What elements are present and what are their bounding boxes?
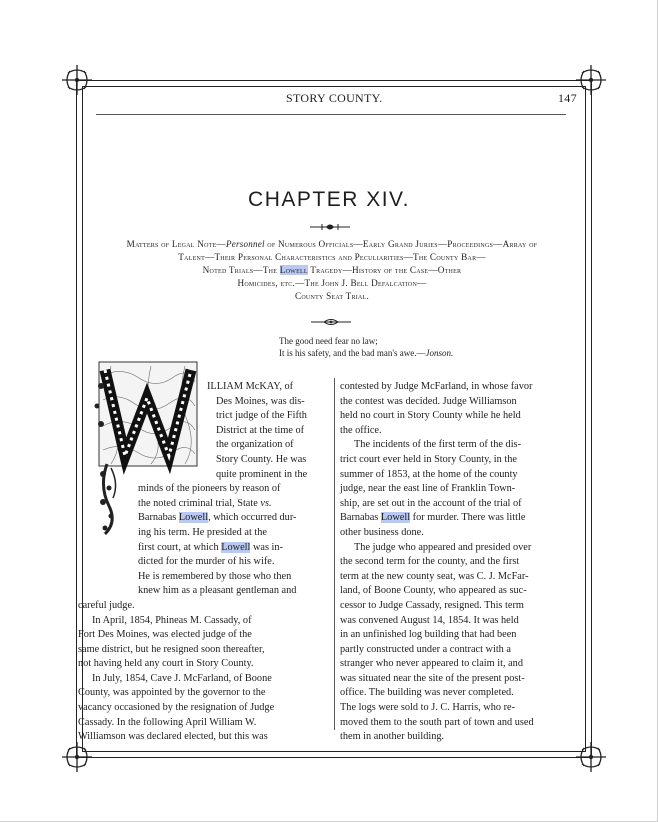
right-column-line: contested by Judge McFarland, in whose favor	[340, 381, 533, 392]
divider-ornament-small-icon	[309, 318, 353, 326]
right-column-line: them in another building.	[340, 731, 445, 743]
right-column-line: the office.	[340, 424, 382, 436]
right-column-line: land, of Boone County, who appeared as suc-	[340, 585, 527, 597]
left-column-line: first court, at which Lowell was in-	[138, 541, 283, 553]
left-column	[78, 380, 329, 745]
left-column-line: vacancy occasioned by the resignation of Judge	[78, 702, 275, 714]
epigraph-line: The good need fear no law;	[279, 336, 378, 346]
left-column-line: the noted criminal trial, State vs.	[138, 497, 272, 509]
synopsis-line: Talent—Their Personal Characteristics and Peculiarities—The County Bar—	[178, 252, 486, 262]
synopsis-line: County Seat Trial.	[294, 291, 370, 301]
right-column-line: other business done.	[340, 526, 424, 538]
right-column-line: term at the new county seat, was C. J. McFar-	[340, 570, 529, 582]
left-column-line: Barnabas Lowell, which occurred dur-	[138, 512, 297, 524]
left-column-line: knew him as a pleasant gentleman and	[138, 585, 297, 597]
synopsis-line: Homicides, etc.—The John J. Bell Defalcation—	[237, 278, 427, 288]
right-column-line: The logs were sold to J. C. Harris, who re-	[340, 702, 516, 714]
search-highlight: Lowell	[178, 512, 209, 524]
chapter-synopsis	[116, 238, 548, 303]
right-column-line: in an unfinished log building that had been	[340, 629, 517, 641]
left-column-line: quite prominent in the	[216, 468, 308, 480]
left-column-line: trict judge of the Fifth	[216, 410, 307, 422]
left-column-line: In July, 1854, Cave J. McFarland, of Boone	[92, 672, 272, 684]
right-column-line: office. The building was never completed.	[340, 687, 514, 699]
left-column-line: minds of the pioneers by reason of	[138, 483, 281, 495]
corner-ornament-bottom-left-icon	[60, 740, 94, 774]
right-column-line: The incidents of the first term of the dis-	[354, 439, 521, 451]
header-rule	[96, 114, 566, 115]
search-highlight: Lowell	[380, 512, 411, 524]
epigraph	[279, 335, 453, 359]
right-column-line: moved them to the south part of town and used	[340, 716, 534, 728]
corner-ornament-top-left-icon	[60, 63, 94, 97]
right-column-line: the contest was decided. Judge Williamson	[340, 395, 517, 407]
left-column-line: Fort Des Moines, was elected judge of the	[78, 629, 252, 641]
right-column-line: Barnabas Lowell for murder. There was little	[340, 512, 526, 524]
left-column-line: County, was appointed by the governor to the	[78, 687, 266, 699]
left-column-line: In April, 1854, Phineas M. Cassady, of	[92, 614, 252, 626]
left-column-line: dicted for the murder of his wife.	[138, 556, 275, 568]
synopsis-line: Matters of Legal Note—Personnel of Numerous Officials—Early Grand Juries—Proceedings—Array of	[126, 239, 538, 249]
corner-ornament-bottom-right-icon	[574, 740, 608, 774]
left-column-line: Cassady. In the following April William W.	[78, 716, 257, 728]
right-column-line: ship, are set out in the account of the trial of	[340, 497, 522, 509]
column-divider	[334, 378, 335, 730]
left-column-line: He is remembered by those who then	[138, 570, 292, 582]
right-column-line: stranger who never appeared to claim it, and	[340, 658, 523, 670]
corner-ornament-top-right-icon	[574, 63, 608, 97]
right-column-line: was situated near the site of the present post-	[340, 672, 525, 684]
right-column-line: cessor to Judge Cassady, resigned. This term	[340, 599, 524, 611]
left-column-line: careful judge.	[78, 599, 135, 611]
chapter-title: CHAPTER XIV.	[248, 188, 410, 211]
right-column-line: the second term for the county, and the first	[340, 556, 520, 568]
left-column-line: the organization of	[216, 439, 294, 451]
page-number: 147	[558, 91, 577, 105]
left-column-line: Story County. He was	[216, 453, 307, 465]
right-column-line: was convened August 14, 1854. It was held	[340, 614, 519, 626]
right-column	[340, 380, 585, 745]
right-column-line: judge, near the east line of Franklin Town-	[340, 483, 516, 495]
left-column-line: District at the time of	[216, 424, 305, 436]
synopsis-line: Noted Trials—The Lowell Tragedy—History of the Case—Other	[202, 265, 462, 275]
right-column-line: partly constructed under a contract with a	[340, 643, 511, 655]
epigraph-line: It is his safety, and the bad man's awe.—Jonson.	[279, 348, 454, 358]
right-column-line: The judge who appeared and presided over	[354, 541, 532, 553]
running-title: STORY COUNTY.	[286, 91, 383, 105]
divider-ornament-icon	[308, 222, 352, 232]
left-column-line: not having held any court in Story County.	[78, 658, 254, 670]
left-column-line: Des Moines, was dis-	[216, 395, 305, 407]
left-column-line: ing his term. He presided at the	[138, 526, 267, 538]
left-column-line: ILLIAM McKAY, of	[207, 381, 294, 392]
search-highlight: Lowell	[279, 265, 308, 275]
left-column-line: Williamson was declared elected, but this was	[78, 731, 268, 743]
right-column-line: held no court in Story County while he held	[340, 410, 521, 422]
right-column-line: trict court ever held in Story County, in the	[340, 453, 517, 465]
left-column-line: same district, but he resigned soon thereafter,	[78, 643, 265, 655]
right-column-line: summer of 1853, at the home of the county	[340, 468, 518, 480]
search-highlight: Lowell	[221, 541, 251, 553]
